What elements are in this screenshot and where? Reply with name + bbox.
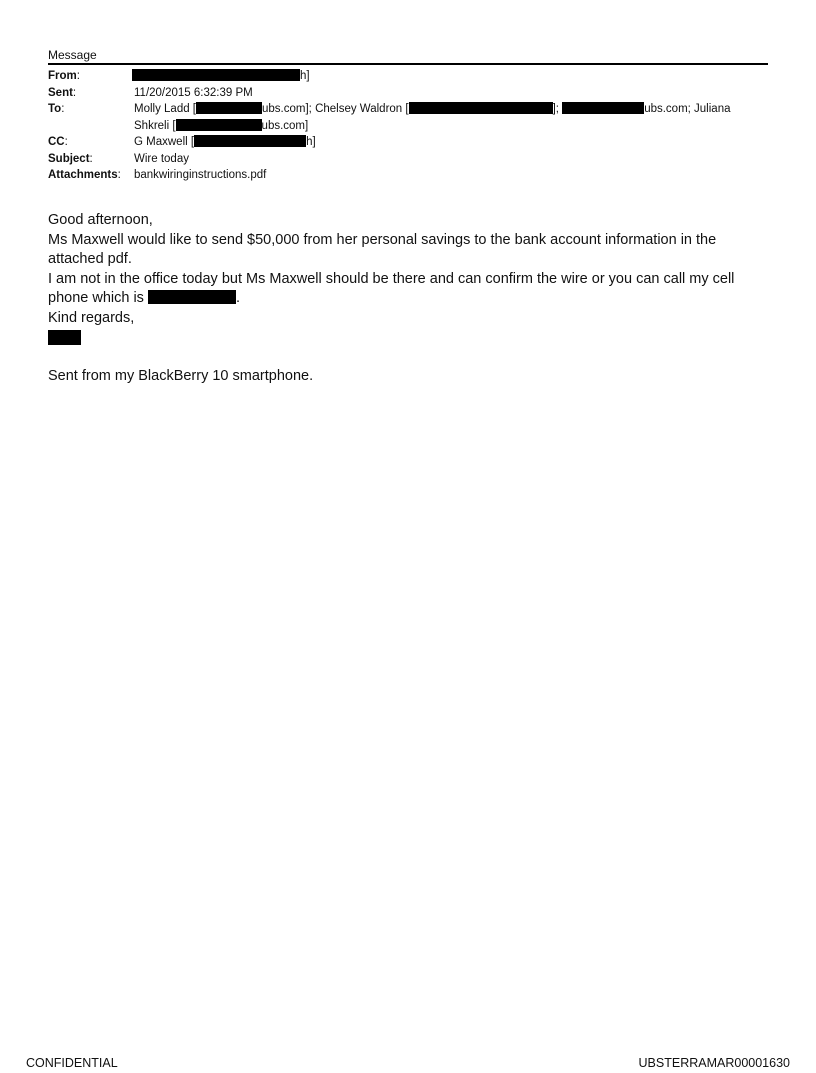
to-text-3: ]; [552,103,559,115]
email-body [48,211,768,387]
to-row: To: Molly Ladd [ ubs.com]; Chelsey Waldron [ ]; ubs.com; Juliana Shkreli [ ubs.com] [48,101,768,134]
body-paragraph-1: Ms Maxwell would like to send $50,000 from her personal savings to the bank account information in the attached pdf. [48,231,717,267]
sent-value: 11/20/2015 6:32:39 PM [134,86,253,99]
cc-text-2: h] [306,136,316,148]
to-text-6: ubs.com] [261,119,309,132]
to-text-5: Shkreli [ [134,119,176,132]
cc-label: CC [48,136,65,148]
to-label: To [48,103,62,115]
body-paragraph-2-end: . [235,290,240,306]
closing: Kind regards, [48,309,135,326]
redaction-block [194,135,306,147]
redaction-block [132,69,300,81]
cc-row: CC: G Maxwell [ h] [48,136,316,148]
to-line-1 [134,101,768,118]
from-label: From [48,70,77,82]
footer-bates-number: UBSTERRAMAR00001630 [638,1056,790,1070]
redaction-block [176,119,262,131]
greeting: Good afternoon, [48,212,153,228]
attachments-label: Attachments [48,169,118,181]
redaction-block [562,102,644,114]
to-text-1: Molly Ladd [ [134,103,197,115]
subject-label: Subject [48,152,90,165]
body-paragraph-2 [48,270,768,309]
to-line-2 [134,118,768,135]
cc-text-1: G Maxwell [ [134,136,195,148]
from-tail: h] [300,70,310,82]
sent-label: Sent [48,86,73,99]
message-label: Message [48,48,97,62]
redaction-block [196,102,262,114]
body-paragraph-2-text: I am not in the office today but Ms Maxwell should be there and can confirm the wire or you can call my cell phone which is [48,270,735,306]
header-rule [48,63,768,65]
subject-value: Wire today [134,152,189,165]
footer-confidential: CONFIDENTIAL [26,1056,118,1070]
from-row: From: h] [48,70,310,82]
to-text-4: ubs.com; Juliana [644,103,731,115]
subject-row: Subject: Wire today [48,151,768,168]
email-headers [48,68,768,184]
sent-from-signature: Sent from my BlackBerry 10 smartphone. [48,368,314,384]
redaction-block [409,102,553,114]
signature-redaction [48,330,81,345]
attachments-row: Attachments: bankwiringinstructions.pdf [48,167,768,184]
redaction-block [148,290,236,304]
to-text-2: ubs.com]; Chelsey Waldron [ [262,103,409,115]
attachment-file[interactable]: bankwiringinstructions.pdf [134,169,267,181]
sent-row: Sent: 11/20/2015 6:32:39 PM [48,85,768,102]
